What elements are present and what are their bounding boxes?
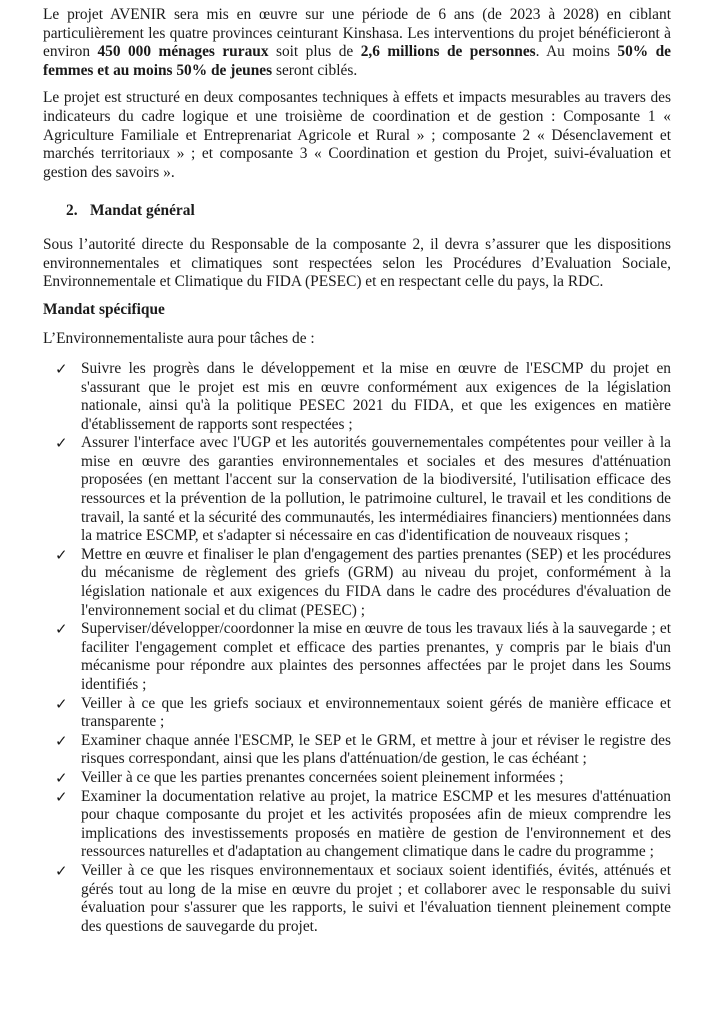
task-list xyxy=(43,360,671,936)
intro-text-2: soit plus de xyxy=(268,43,361,61)
task-item xyxy=(43,360,671,434)
task-item xyxy=(43,546,671,620)
tasks-intro: L’Environnementaliste aura pour tâches de : xyxy=(43,330,315,348)
task-text: Veiller à ce que les griefs sociaux et environnementaux soient gérés de manière efficace et transparente ; xyxy=(81,694,671,731)
task-item xyxy=(43,732,671,769)
section-title: Mandat général xyxy=(90,202,195,220)
task-item xyxy=(43,769,671,788)
task-text: Veiller à ce que les parties prenantes concernées soient pleinement informées ; xyxy=(81,768,564,786)
task-item xyxy=(43,434,671,546)
task-text: Assurer l'interface avec l'UGP et les autorités gouvernementales compétentes pour veiller à la mise en œuvre des garanties environnementales et sociales et des mesures d'atténuation proposées (en mettant l'accent sur la conservation de la biodiversité, l'utilisation efficace des ressources et la prévention de la pollution, le patrimoine culturel, le travail et les conditions de travail, la santé et la sécurité des communautés, les intermédiaires financiers) mentionnées dans la matrice ESCMP, et s'adapter si nécessaire en cas d'identification de nouveaux risques ; xyxy=(81,434,671,545)
intro-bold-cibles: 50% de femmes et au moins 50% de jeunes xyxy=(43,43,671,79)
checkmark-icon: ✓ xyxy=(55,545,68,564)
task-text: Suivre les progrès dans le développement et la mise en œuvre de l'ESCMP du projet en s'assurant que le projet est mis en œuvre conformément aux exigences de la législation nationale, ainsi qu'à la politique PESEC 2021 du FIDA, et que les exigences en matière d'établissement de rapports sont respectées ; xyxy=(81,359,671,433)
mandat-specifique-heading: Mandat spécifique xyxy=(43,300,165,318)
task-item xyxy=(43,620,671,694)
checkmark-icon: ✓ xyxy=(55,731,68,750)
checkmark-icon: ✓ xyxy=(55,620,68,639)
task-item xyxy=(43,695,671,732)
intro-text-4: seront ciblés. xyxy=(272,61,358,79)
task-text: Mettre en œuvre et finaliser le plan d'engagement des parties prenantes (SEP) et les procédures du mécanisme de règlement des griefs (GRM) au niveau du projet, conformément à la législation nationale et aux exigences du FIDA dans le cadre des procédures d'évaluation de l'environnement social et du climat (PESEC) ; xyxy=(81,545,671,619)
checkmark-icon: ✓ xyxy=(55,359,68,378)
task-text: Examiner la documentation relative au projet, la matrice ESCMP et les mesures d'atténuation pour chaque composante du projet et les activités proposées afin de mieux comprendre les implications des investissements proposés en matière de gestion de l'environnement et des ressources naturelles et d'adaptation au changement climatique dans le cadre du programme ; xyxy=(81,787,671,861)
checkmark-icon: ✓ xyxy=(55,861,68,880)
checkmark-icon: ✓ xyxy=(55,694,68,713)
intro-bold-personnes: 2,6 millions de personnes xyxy=(360,43,536,61)
section-heading xyxy=(66,202,671,221)
task-text: Superviser/développer/coordonner la mise en œuvre de tous les travaux liés à la sauvegarde ; et faciliter l'engagement complet et efficace des parties prenantes, y compris par le biais d'un mécanisme pour répondre aux plaintes des personnes affectées par le projet dans les Soums identifiés ; xyxy=(81,620,671,693)
intro-text-3: . Au moins xyxy=(535,43,618,61)
mandat-general-paragraph: Sous l’autorité directe du Responsable de la composante 2, il devra s’assurer que les dispositions environnementales et climatiques sont respectées selon les Procédures d’Evaluation Sociale, Environnementale et Climatique du FIDA (PESEC) et en respectant celle du pays, la RDC. xyxy=(43,235,671,291)
checkmark-icon: ✓ xyxy=(55,787,68,806)
task-text: Examiner chaque année l'ESCMP, le SEP et le GRM, et mettre à jour et réviser le registre des risques correspondant, ainsi que les plans d'atténuation/de gestion, le cas échéant ; xyxy=(81,731,671,768)
section-number: 2. xyxy=(66,202,78,220)
task-item xyxy=(43,788,671,862)
structure-paragraph: Le projet est structuré en deux composantes techniques à effets et impacts mesurables au travers des indicateurs du cadre logique et une troisième de coordination et de gestion : Composante 1 « Agriculture Familiale et Entreprenariat Agricole et Rural » ; composante 2 « Désenclavement et marchés territoriaux » ; et composante 3 « Coordination et gestion du Projet, suivi-évaluation et gestion des savoirs ». xyxy=(43,89,671,181)
intro-text-1: Le projet AVENIR sera mis en œuvre sur une période de 6 ans (de 2023 à 2028) en ciblant particulièrement les quatre provinces ceinturant Kinshasa. Les interventions du projet bénéficieront à environ xyxy=(43,6,671,61)
intro-paragraph xyxy=(43,6,671,80)
task-item xyxy=(43,862,671,936)
checkmark-icon: ✓ xyxy=(55,768,68,787)
intro-bold-menages: 450 000 ménages ruraux xyxy=(97,43,269,61)
checkmark-icon: ✓ xyxy=(55,434,68,453)
task-text: Veiller à ce que les risques environnementaux et sociaux soient identifiés, évités, atténués et gérés tout au long de la mise en œuvre du projet ; et collaborer avec le responsable du suivi évaluation pour s'assurer que les rapports, le suivi et l'évaluation tiennent pleinement compte des questions de sauvegarde du projet. xyxy=(81,861,671,935)
